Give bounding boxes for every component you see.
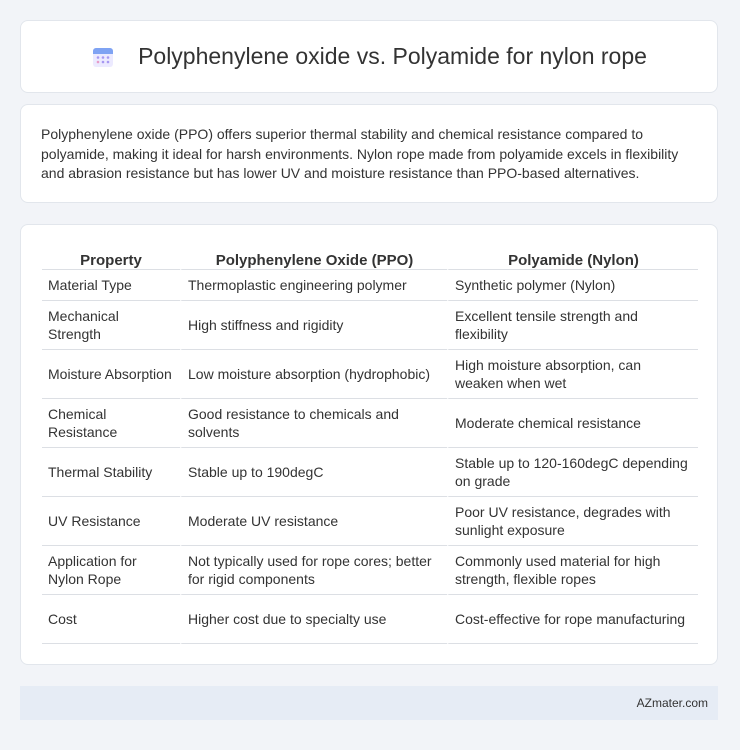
ppo-cell: Not typically used for rope cores; better for rigid components bbox=[180, 546, 447, 595]
table-row bbox=[42, 270, 698, 301]
intro-card bbox=[20, 104, 718, 203]
page-title: Polyphenylene oxide vs. Polyamide for nylon rope bbox=[138, 43, 647, 69]
property-cell: Mechanical Strength bbox=[42, 301, 180, 350]
intro-paragraph: Polyphenylene oxide (PPO) offers superior thermal stability and chemical resistance compared to polyamide, making it ideal for harsh environments. Nylon rope made from polyamide excels in flexibility and abrasion resistance but has lower UV and moisture resistance than PPO-based alternatives. bbox=[41, 126, 679, 181]
ppo-cell: Moderate UV resistance bbox=[180, 497, 447, 546]
footer bbox=[20, 686, 718, 720]
calendar-icon bbox=[91, 45, 115, 69]
polyamide-cell: Synthetic polymer (Nylon) bbox=[447, 270, 698, 301]
table-row bbox=[42, 448, 698, 497]
polyamide-cell: Excellent tensile strength and flexibility bbox=[447, 301, 698, 350]
property-cell: Cost bbox=[42, 595, 180, 644]
header-ppo: Polyphenylene Oxide (PPO) bbox=[180, 245, 447, 270]
comparison-card bbox=[20, 224, 718, 665]
property-cell: Thermal Stability bbox=[42, 448, 180, 497]
ppo-cell: Low moisture absorption (hydrophobic) bbox=[180, 350, 447, 399]
ppo-cell: Good resistance to chemicals and solvents bbox=[180, 399, 447, 448]
polyamide-cell: Commonly used material for high strength, flexible ropes bbox=[447, 546, 698, 595]
table-row bbox=[42, 595, 698, 644]
property-cell: Application for Nylon Rope bbox=[42, 546, 180, 595]
polyamide-cell: High moisture absorption, can weaken when wet bbox=[447, 350, 698, 399]
table-row bbox=[42, 497, 698, 546]
ppo-cell: Stable up to 190degC bbox=[180, 448, 447, 497]
table-header-row bbox=[42, 245, 698, 270]
ppo-cell: Thermoplastic engineering polymer bbox=[180, 270, 447, 301]
polyamide-cell: Moderate chemical resistance bbox=[447, 399, 698, 448]
polyamide-cell: Stable up to 120-160degC depending on grade bbox=[447, 448, 698, 497]
table-row bbox=[42, 546, 698, 595]
property-cell: Chemical Resistance bbox=[42, 399, 180, 448]
ppo-cell: High stiffness and rigidity bbox=[180, 301, 447, 350]
table-row bbox=[42, 350, 698, 399]
footer-brand: AZmater.com bbox=[636, 696, 708, 710]
polyamide-cell: Cost-effective for rope manufacturing bbox=[447, 595, 698, 644]
table-row bbox=[42, 301, 698, 350]
property-cell: UV Resistance bbox=[42, 497, 180, 546]
title-card bbox=[20, 20, 718, 93]
comparison-table bbox=[42, 245, 698, 644]
header-property: Property bbox=[42, 245, 180, 270]
table-row bbox=[42, 399, 698, 448]
polyamide-cell: Poor UV resistance, degrades with sunlight exposure bbox=[447, 497, 698, 546]
property-cell: Material Type bbox=[42, 270, 180, 301]
property-cell: Moisture Absorption bbox=[42, 350, 180, 399]
ppo-cell: Higher cost due to specialty use bbox=[180, 595, 447, 644]
header-polyamide: Polyamide (Nylon) bbox=[447, 245, 698, 270]
